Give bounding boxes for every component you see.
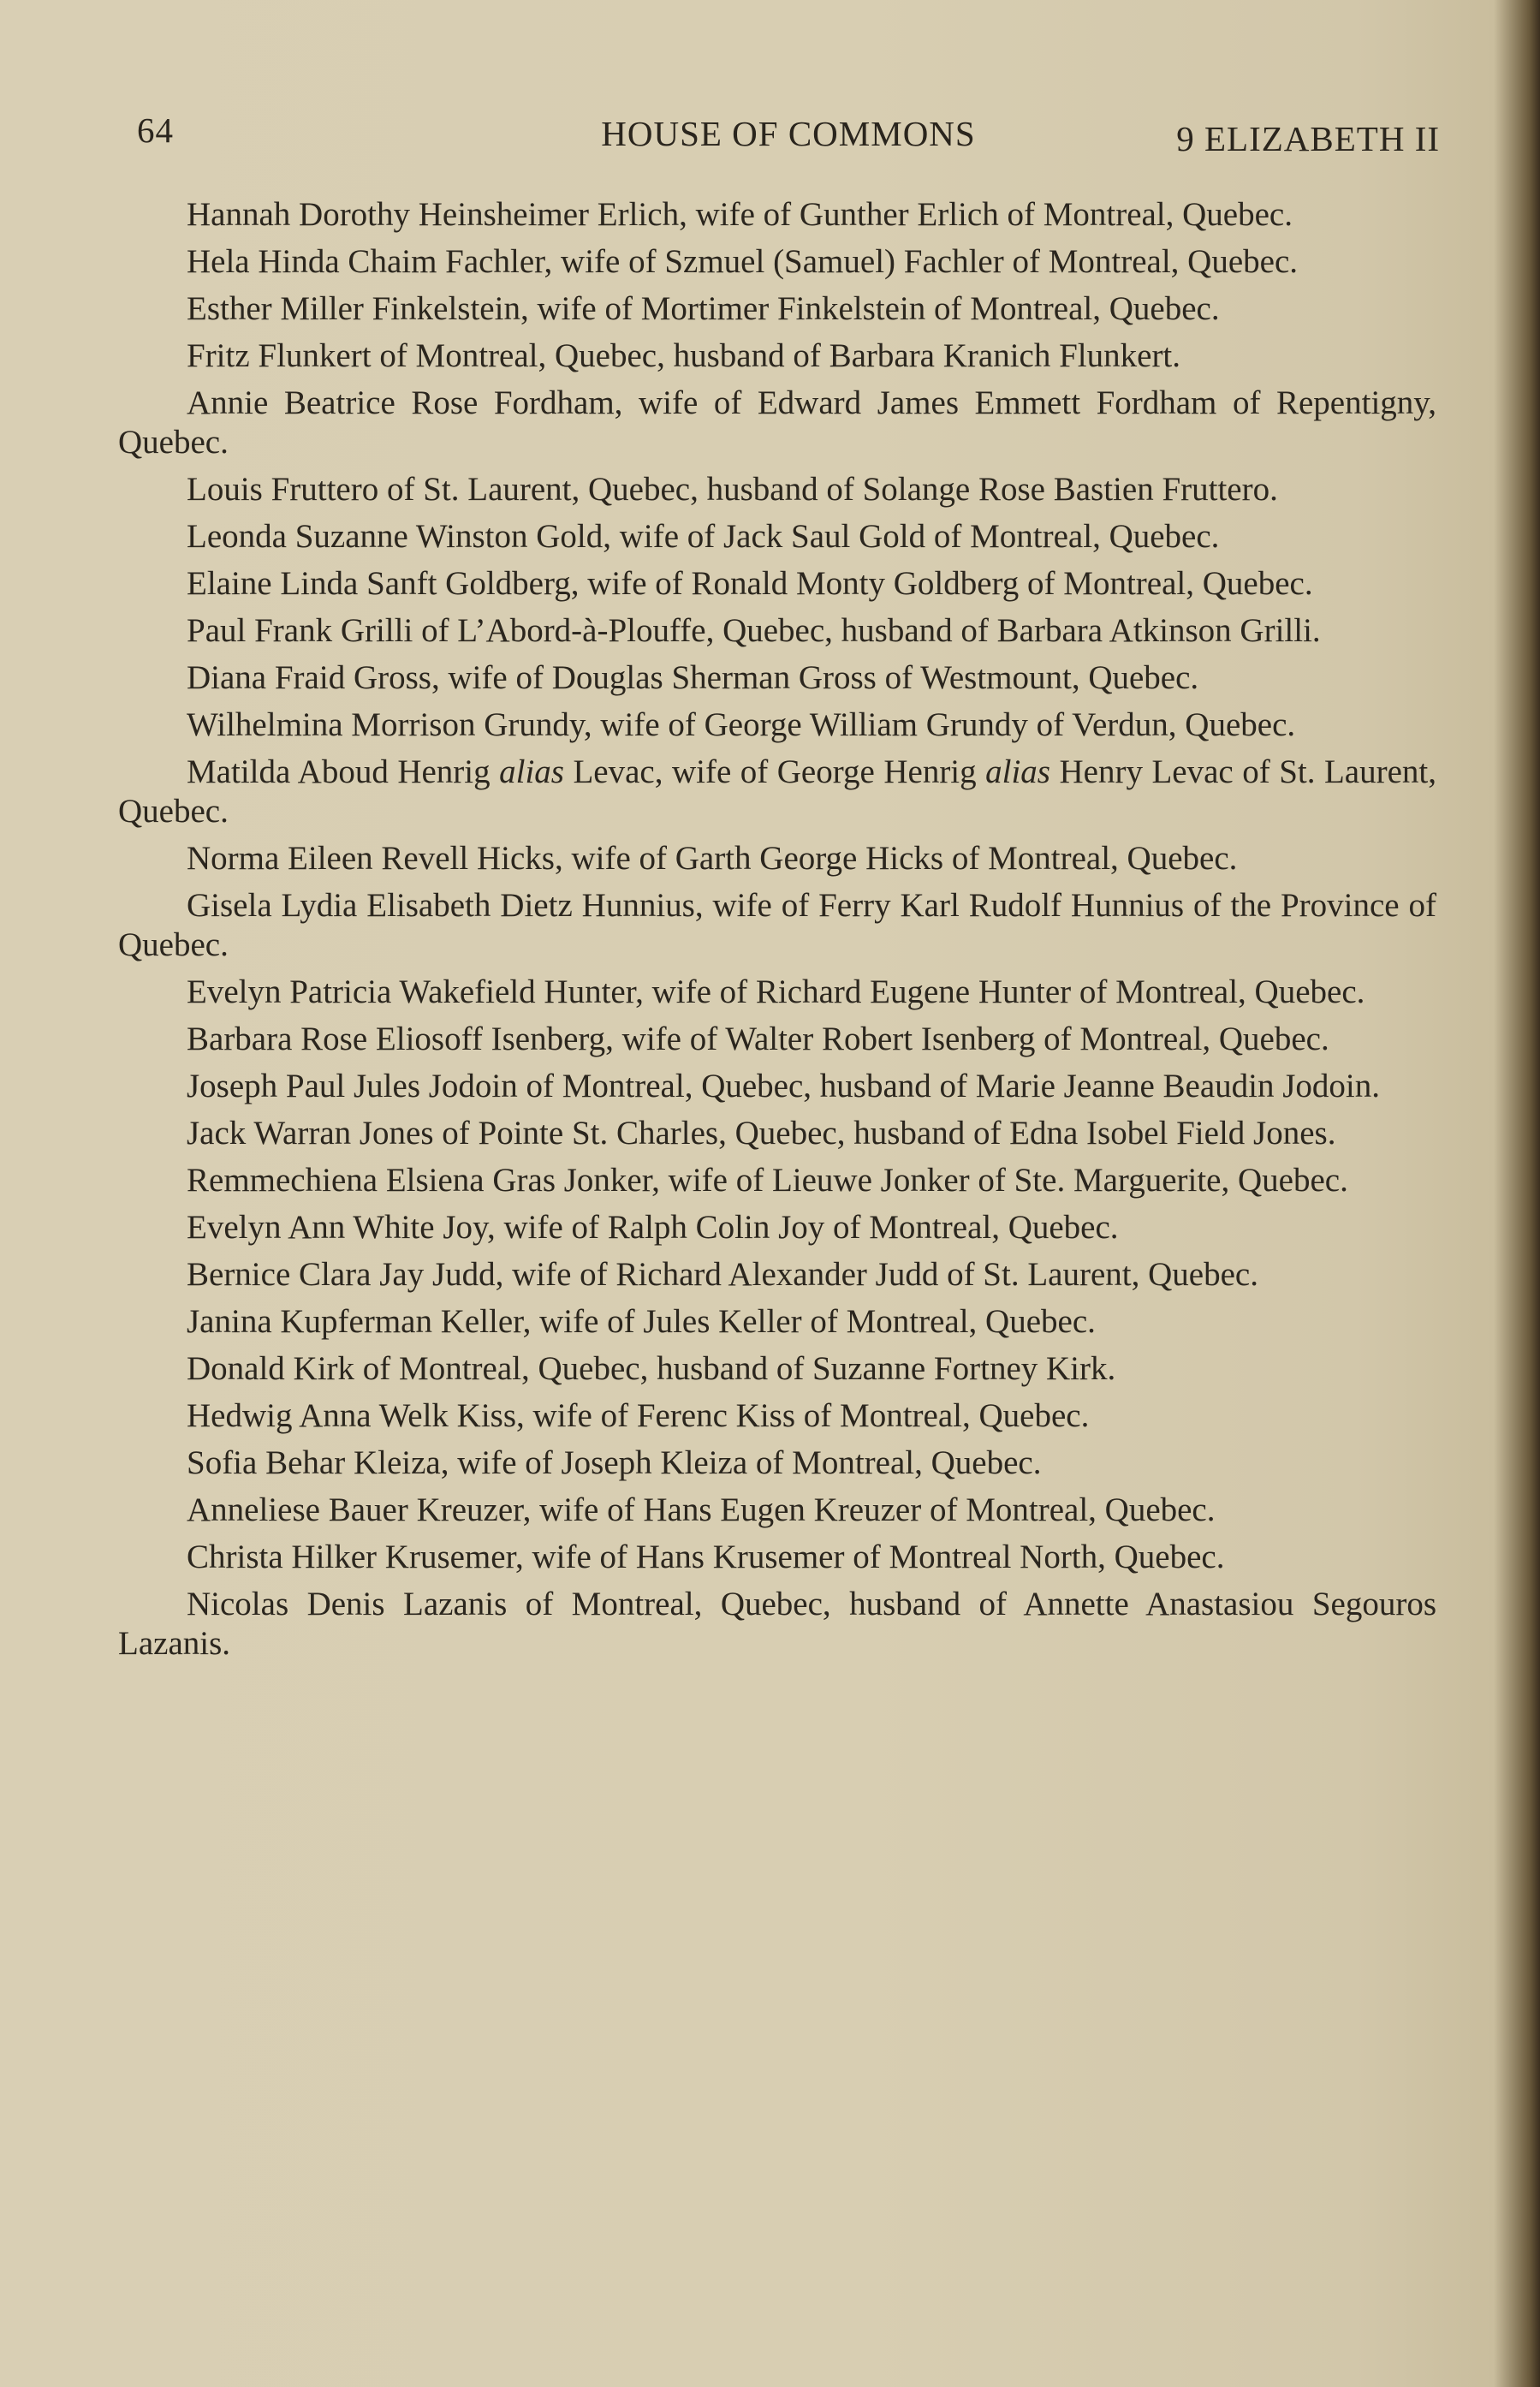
entry-text: Anneliese Bauer Kreuzer, wife of Hans Eugen Kreuzer of Montreal, Quebec. [187,1491,1216,1528]
entry-text: Matilda Aboud Henrig [187,753,500,790]
entry-text: Hela Hinda Chaim Fachler, wife of Szmuel (Samuel) Fachler of Montreal, Quebec. [187,243,1299,280]
regnal-year: 9 ELIZABETH II [1176,119,1440,158]
list-item [118,1585,1436,1664]
entry-text: Evelyn Ann White Joy, wife of Ralph Colin Joy of Montreal, Quebec. [187,1209,1119,1246]
list-item [118,1538,1436,1577]
entry-text: Elaine Linda Sanft Goldberg, wife of Ronald Monty Goldberg of Montreal, Quebec. [187,565,1313,602]
entry-text: Donald Kirk of Montreal, Quebec, husband of Suzanne Fortney Kirk. [187,1350,1116,1387]
entry-text: Wilhelmina Morrison Grundy, wife of George William Grundy of Verdun, Quebec. [187,706,1296,743]
entry-text: Hannah Dorothy Heinsheimer Erlich, wife of Gunther Erlich of Montreal, Quebec. [187,196,1293,233]
list-item [118,564,1436,604]
list-item [118,1349,1436,1389]
list-item [118,1208,1436,1247]
entry-text: Louis Fruttero of St. Laurent, Quebec, husband of Solange Rose Bastien Fruttero. [187,471,1278,508]
italic-term: alias [499,753,564,790]
entry-text: Esther Miller Finkelstein, wife of Mortimer Finkelstein of Montreal, Quebec. [187,290,1220,327]
list-item [118,1114,1436,1153]
list-item [118,1302,1436,1342]
entry-text: Jack Warran Jones of Pointe St. Charles, Quebec, husband of Edna Isobel Field Jones. [187,1115,1336,1152]
list-item [118,289,1436,329]
entry-text: Fritz Flunkert of Montreal, Quebec, husband of Barbara Kranich Flunkert. [187,337,1181,374]
entry-text: Evelyn Patricia Wakefield Hunter, wife of Richard Eugene Hunter of Montreal, Quebec. [187,973,1365,1010]
entry-text: Henry Levac of St. Laurent, Quebec. [118,753,1436,830]
entry-text: Diana Fraid Gross, wife of Douglas Sherman Gross of Westmount, Quebec. [187,659,1199,696]
list-item [118,470,1436,509]
entry-text: Hedwig Anna Welk Kiss, wife of Ferenc Kiss of Montreal, Quebec. [187,1397,1090,1434]
list-item [118,658,1436,698]
list-item [118,705,1436,745]
entry-list [118,195,1436,1671]
entry-text: Gisela Lydia Elisabeth Dietz Hunnius, wife of Ferry Karl Rudolf Hunnius of the Province of Quebec. [118,887,1436,963]
entry-text: Barbara Rose Eliosoff Isenberg, wife of Walter Robert Isenberg of Montreal, Quebec. [187,1021,1329,1057]
list-item [118,517,1436,557]
list-item [118,1067,1436,1106]
entry-text: Leonda Suzanne Winston Gold, wife of Jack Saul Gold of Montreal, Quebec. [187,518,1220,555]
list-item [118,611,1436,651]
italic-term: alias [985,753,1050,790]
list-item [118,886,1436,965]
entry-text: Remmechiena Elsiena Gras Jonker, wife of Lieuwe Jonker of Ste. Marguerite, Quebec. [187,1162,1348,1199]
entry-text: Joseph Paul Jules Jodoin of Montreal, Quebec, husband of Marie Jeanne Beaudin Jodoin. [187,1068,1380,1104]
list-item [118,1491,1436,1530]
list-item [118,973,1436,1012]
entry-text: Annie Beatrice Rose Fordham, wife of Edward James Emmett Fordham of Repentigny, Quebec. [118,384,1436,461]
entry-text: Bernice Clara Jay Judd, wife of Richard Alexander Judd of St. Laurent, Quebec. [187,1256,1258,1293]
running-title: HOUSE OF COMMONS [601,114,976,153]
entry-text: Sofia Behar Kleiza, wife of Joseph Kleiza of Montreal, Quebec. [187,1444,1042,1481]
list-item [118,1161,1436,1200]
entry-text: Janina Kupferman Keller, wife of Jules Keller of Montreal, Quebec. [187,1303,1096,1340]
entry-text: Levac, wife of George Henrig [563,753,986,790]
entry-text: Norma Eileen Revell Hicks, wife of Garth George Hicks of Montreal, Quebec. [187,840,1238,877]
list-item [118,1444,1436,1483]
list-item [118,1020,1436,1059]
entry-text: Nicolas Denis Lazanis of Montreal, Quebec, husband of Annette Anastasiou Segouros Lazanis. [118,1586,1436,1662]
list-item [118,1255,1436,1295]
list-item [118,195,1436,235]
entry-text: Paul Frank Grilli of L’Abord-à-Plouffe, Quebec, husband of Barbara Atkinson Grilli. [187,612,1321,649]
list-item [118,753,1436,831]
list-item [118,1396,1436,1436]
list-item [118,242,1436,282]
page-header [137,110,1440,161]
page-number: 64 [137,110,174,150]
list-item [118,839,1436,878]
list-item [118,336,1436,376]
list-item [118,384,1436,462]
entry-text: Christa Hilker Krusemer, wife of Hans Krusemer of Montreal North, Quebec. [187,1539,1225,1575]
